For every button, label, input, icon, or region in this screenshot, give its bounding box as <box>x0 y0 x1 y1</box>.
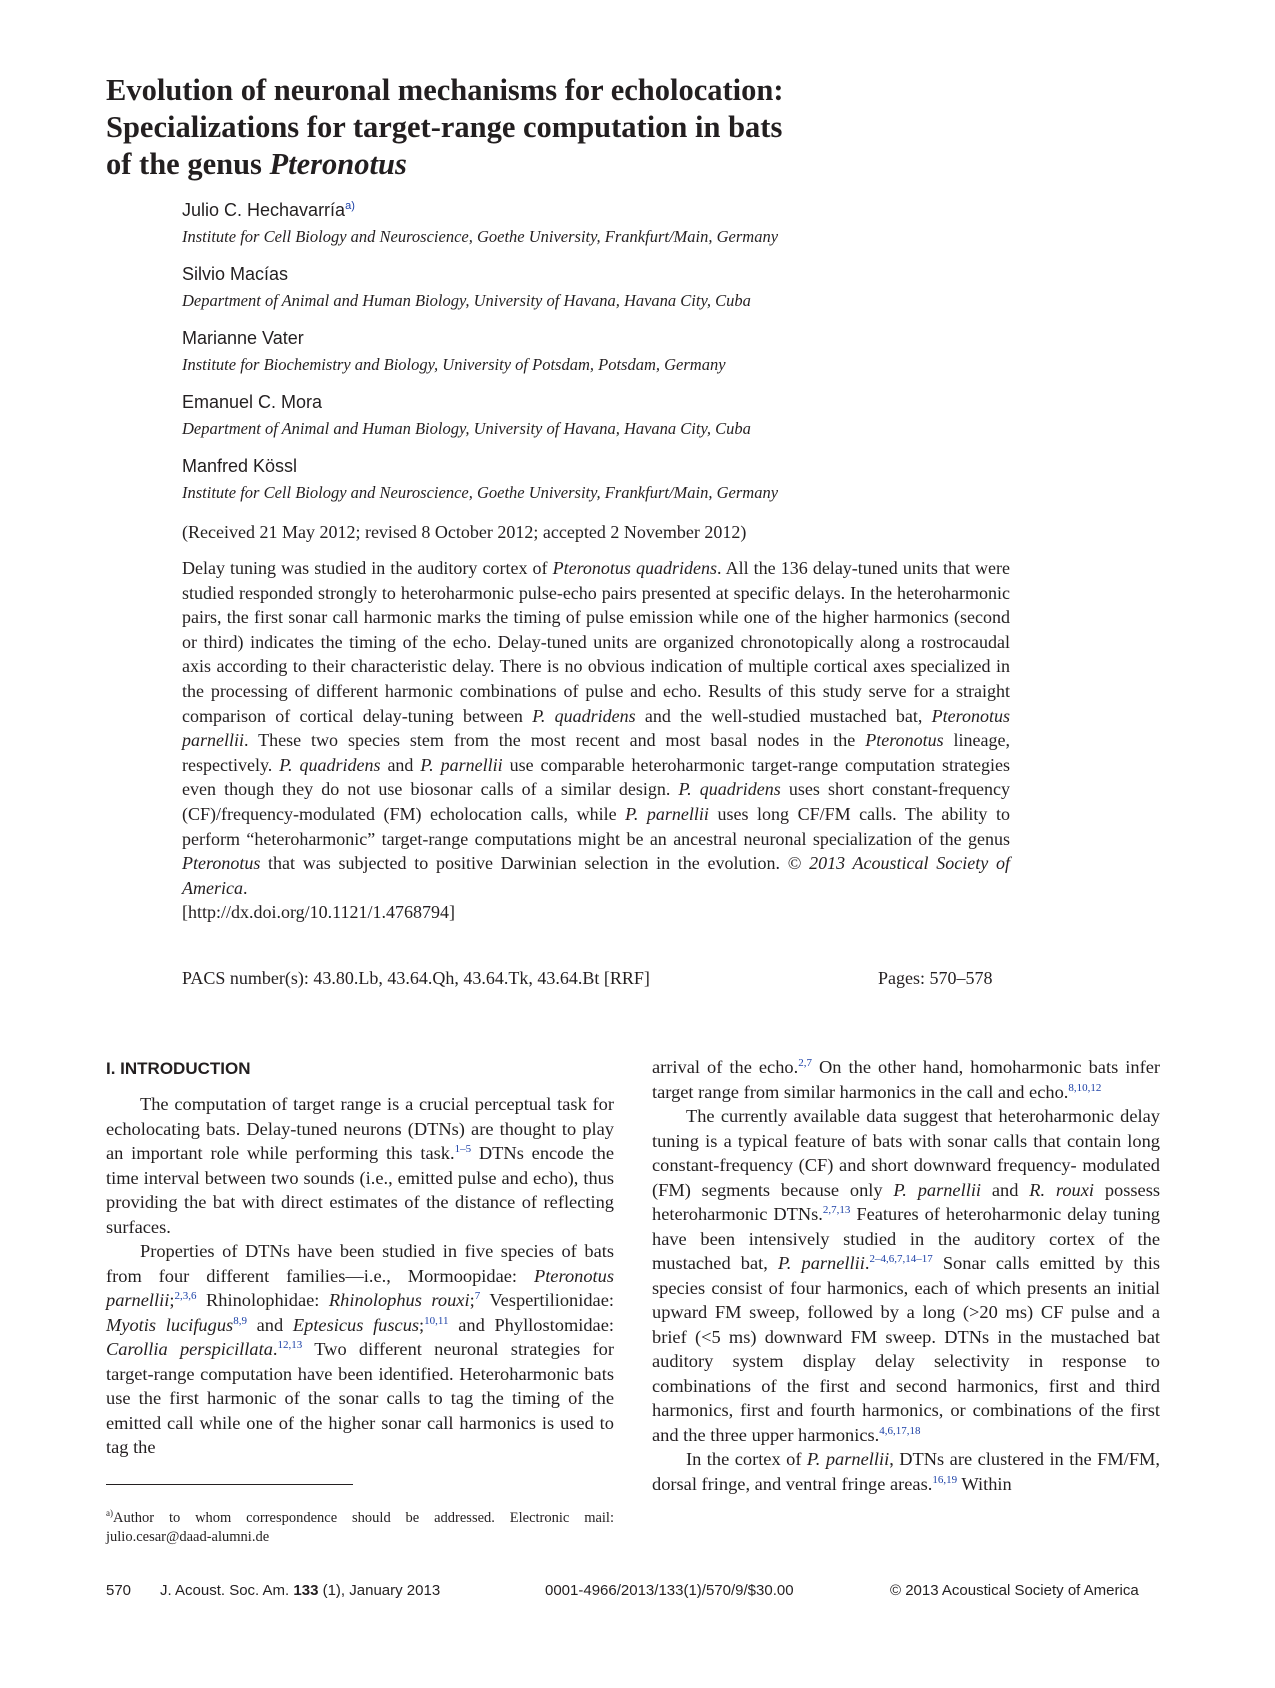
citation-link[interactable]: 10,11 <box>424 1314 449 1327</box>
received-dates: (Received 21 May 2012; revised 8 October 2012; accepted 2 November 2012) <box>182 522 747 542</box>
left-column <box>106 1092 614 1460</box>
footer-issn: 0001-4966/2013/133(1)/570/9/$30.00 <box>545 1582 794 1599</box>
affiliation-3: Institute for Biochemistry and Biology, University of Potsdam, Potsdam, Germany <box>182 355 726 374</box>
citation-link[interactable]: 1–5 <box>454 1142 472 1155</box>
author-1: Julio C. Hechavarría$^{a)}$ <box>182 200 355 220</box>
footnote-mark: a) <box>106 1508 113 1518</box>
footer-volume: 133 <box>293 1582 319 1599</box>
citation-link[interactable]: 16,19 <box>932 1473 958 1486</box>
citation-link[interactable]: 2,7 <box>798 1056 812 1069</box>
intro-paragraph-1: The computation of target range is a crucial perceptual task for echolocating bats. Delay-tuned neurons (DTNs) are thought to play an important role while performing this task.$^{1-5}$ DTNs encode the time interval between two sounds (i.e., emitted pulse and echo), thus providing the bat with direct estimates of the distance of reflecting surfaces. <box>106 1094 614 1237</box>
citation-link[interactable]: 7 <box>474 1289 481 1302</box>
intro-paragraph-3: The currently available data suggest that heteroharmonic delay tuning is a typical feature of bats with sonar calls that contain long constant-frequency (CF) and short downward frequency- modulated (FM) segments because only P. parnellii and R. rouxi possess heteroharmonic DTNs.$^{2,7,13}$ Features of heteroharmonic delay tuning have been intensively studied in the auditory cortex of the mustached bat, P. parnellii.$^{2-4,6,7,14-17}$ Sonar calls emitted by this species consist of four harmonics, each of which presents an initial upward FM sweep, followed by a long (>20 ms) CF pulse and a brief (<5 ms) downward FM sweep. DTNs in the mustached bat auditory system display delay selectivity in response to combinations of the first and second harmonics, first and third harmonics, first and fourth harmonics, or combinations of the first and the three upper harmonics.$^{4,6,17,18}$ <box>652 1106 1161 1445</box>
author-5: Manfred Kössl <box>182 456 298 476</box>
title-genus: Pteronotus <box>269 147 407 181</box>
author-3: Marianne Vater <box>182 328 304 348</box>
doi-link[interactable]: [http://dx.doi.org/10.1121/1.4768794] <box>182 902 455 923</box>
intro-paragraph-continued: arrival of the echo.$^{2,7}$ On the other hand, homoharmonic bats infer target range from similar harmonics in the call and echo.$^{8,10,12}$ <box>652 1056 1160 1102</box>
author-1-footnote-link[interactable]: a) <box>345 200 355 212</box>
footnote <box>106 1504 614 1547</box>
pacs-numbers: PACS number(s): 43.80.Lb, 43.64.Qh, 43.64.Tk, 43.64.Bt [RRF] <box>182 968 650 988</box>
title-line-3: of the genus <box>106 147 270 181</box>
footer-page-number: 570 <box>106 1582 132 1599</box>
affiliation-1: Institute for Cell Biology and Neuroscience, Goethe University, Frankfurt/Main, Germany <box>182 227 779 246</box>
citation-link[interactable]: 2,7,13 <box>822 1203 851 1216</box>
citation-link[interactable]: 8,9 <box>233 1314 247 1327</box>
page-range: Pages: 570–578 <box>878 968 993 988</box>
citation-link[interactable]: 12,13 <box>277 1338 303 1351</box>
affiliation-4: Department of Animal and Human Biology, University of Havana, Havana City, Cuba <box>182 419 751 438</box>
intro-paragraph-2: Properties of DTNs have been studied in five species of bats from four different families—i.e., Mormoopidae: Pteronotus parnellii;$^{2,3,6}$ Rhinolophidae: Rhinolophus rouxi;$^7$ Vespertilionidae: Myotis lucifugus$^{8,9}$ and Eptesicus fuscus;$^{10,11}$ and Phyllostomidae: Carollia perspicillata.$^{12,13}$ Two different neuronal strategies for target-range computation have been identified. Heteroharmonic bats use the first harmonic of the sonar calls to tag the timing of the emitted call while one of the higher sonar call harmonics is used to tag the <box>106 1241 614 1457</box>
footer-copyright: © 2013 Acoustical Society of America <box>890 1582 1139 1599</box>
intro-paragraph-4: In the cortex of P. parnellii, DTNs are clustered in the FM/FM, dorsal fringe, and ventral fringe areas.$^{16,19}$ Within <box>652 1449 1161 1494</box>
title-line-2: Specializations for target-range computation in bats <box>106 110 783 144</box>
title-line-1: Evolution of neuronal mechanisms for echolocation: <box>106 73 784 107</box>
abstract: Delay tuning was studied in the auditory cortex of Pteronotus quadridens. All the 136 delay-tuned units that were studied responded strongly to heteroharmonic pulse-echo pairs presented at specific delays. In the heteroharmonic pairs, the first sonar call harmonic marks the timing of pulse emission while one of the higher harmonics (second or third) indicates the timing of the echo. Delay-tuned units are organized chronotopically along a rostrocaudal axis according to their characteristic delay. There is no obvious indication of multiple cortical axes specialized in the processing of different harmonic combinations of pulse and echo. Results of this study serve for a straight comparison of cortical delay-tuning between P. quadridens and the well-studied mustached bat, Pteronotus parnellii. These two species stem from the most recent and most basal nodes in the Pteronotus lineage, respectively. P. quadridens and P. parnellii use comparable heteroharmonic target-range computation strategies even though they do not use biosonar calls of a similar design. P. quadridens uses short constant-frequency (CF)/frequency-modulated (FM) echolocation calls, while P. parnellii uses long CF/FM calls. The ability to perform “heteroharmonic” target-range computations might be an ancestral neuronal specialization of the genus Pteronotus that was subjected to positive Darwinian selection in the evolution. © 2013 Acoustical Society of America. [http://dx.doi.org/10.1121/1.4768794] <box>182 558 1010 923</box>
section-heading: I. INTRODUCTION <box>106 1059 251 1078</box>
citation-link[interactable]: 4,6,17,18 <box>879 1424 921 1437</box>
author-4: Emanuel C. Mora <box>182 392 323 412</box>
citation-link[interactable]: 2,3,6 <box>174 1289 197 1302</box>
paper-title <box>106 72 1006 183</box>
right-column <box>652 1055 1160 1496</box>
footer-journal: J. Acoust. Soc. Am. 133 (1), January 2013 <box>160 1582 441 1599</box>
footnote-rule <box>106 1484 353 1485</box>
footnote-text: Author to whom correspondence should be addressed. Electronic mail: julio.cesar@daad-alumni.de <box>106 1509 614 1545</box>
affiliation-5: Institute for Cell Biology and Neuroscience, Goethe University, Frankfurt/Main, Germany <box>182 483 779 502</box>
citation-link[interactable]: 2–4,6,7,14–17 <box>869 1252 933 1265</box>
citation-link[interactable]: 8,10,12 <box>1068 1081 1102 1094</box>
author-2: Silvio Macías <box>182 264 289 284</box>
affiliation-2: Department of Animal and Human Biology, University of Havana, Havana City, Cuba <box>182 291 751 310</box>
